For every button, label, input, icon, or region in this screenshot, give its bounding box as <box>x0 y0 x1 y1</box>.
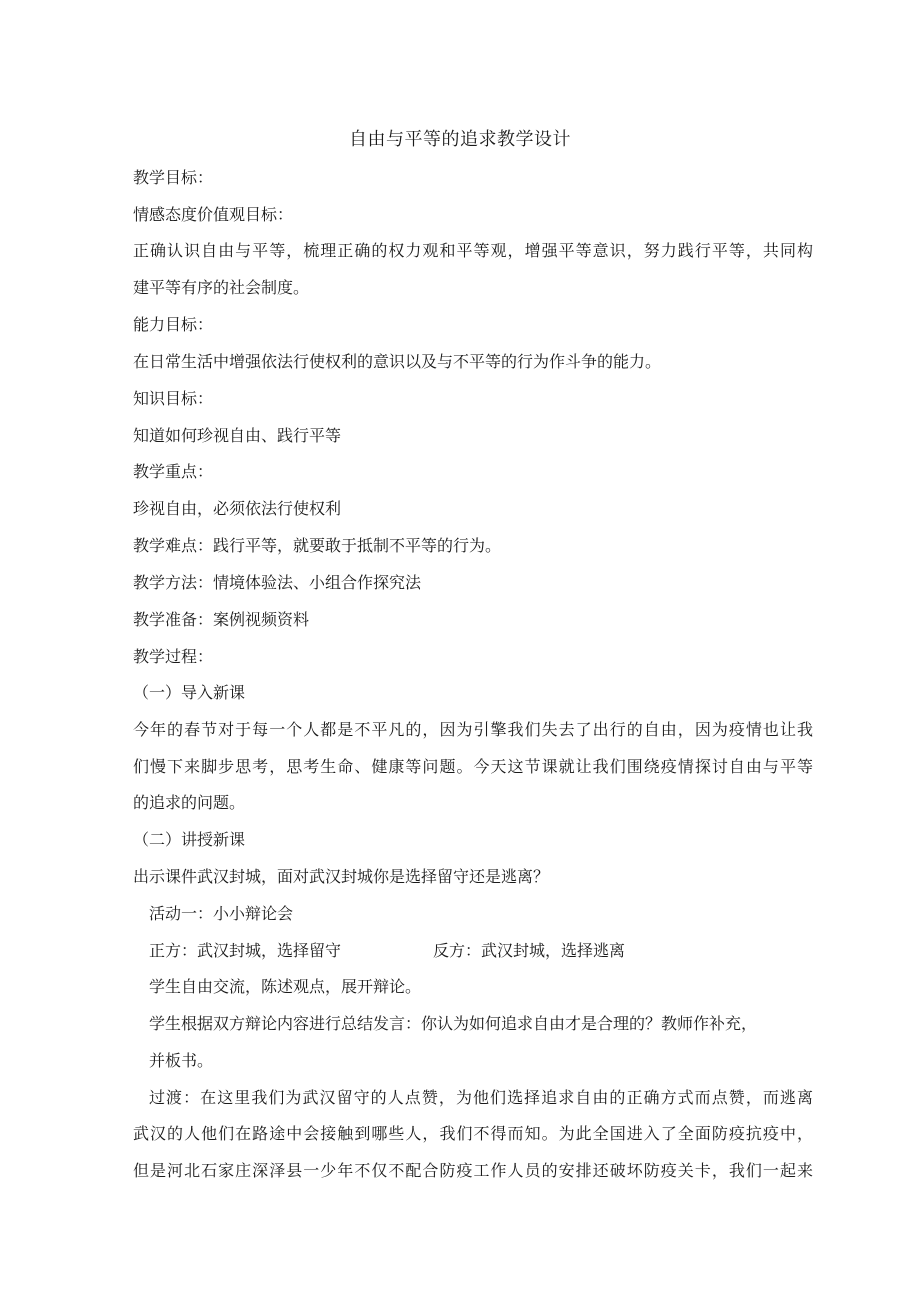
intro-line-3: 的追求的问题。 <box>133 793 246 812</box>
process-heading: 教学过程： <box>133 647 214 666</box>
intro-line-2: 们慢下来脚步思考，思考生命、健康等问题。今天这节课就让我们围绕疫情探讨自由与平等 <box>133 757 813 776</box>
transition-line-1: 过渡：在这里我们为武汉留守的人点赞，为他们选择追求自由的正确方式而点赞，而逃离 <box>149 1088 813 1107</box>
negative-side: 反方：武汉封城，选择逃离 <box>433 941 626 960</box>
knowledge-heading: 知识目标： <box>133 389 214 408</box>
students-exchange: 学生自由交流，陈述观点，展开辩论。 <box>149 977 422 996</box>
emotion-text-line-2: 建平等有序的社会制度。 <box>133 278 310 297</box>
summary-line-2: 并板书。 <box>149 1051 214 1070</box>
key-heading: 教学重点： <box>133 462 214 481</box>
method-text: 教学方法：情境体验法、小组合作探究法 <box>133 573 422 592</box>
summary-line-1: 学生根据双方辩论内容进行总结发言：你认为如何追求自由才是合理的？教师作补充， <box>149 1014 758 1033</box>
affirmative-side: 正方：武汉封城，选择留守 <box>149 941 342 960</box>
transition-line-3: 但是河北石家庄深泽县一少年不仅不配合防疫工作人员的安排还破坏防疫关卡，我们一起来 <box>133 1161 813 1180</box>
emotion-text-line-1: 正确认识自由与平等，梳理正确的权力观和平等观，增强平等意识，努力践行平等，共同构 <box>133 241 813 260</box>
transition-line-2: 武汉的人他们在路途中会接触到哪些人，我们不得而知。为此全国进入了全面防疫抗疫中， <box>133 1124 813 1143</box>
section1-heading: （一）导入新课 <box>133 683 246 702</box>
goals-heading: 教学目标： <box>133 168 214 187</box>
intro-line-1: 今年的春节对于每一个人都是不平凡的，因为引擎我们失去了出行的自由，因为疫情也让我 <box>133 720 813 739</box>
ability-heading: 能力目标： <box>133 315 214 334</box>
activity1-heading: 活动一：小小辩论会 <box>149 904 294 923</box>
document-title: 自由与平等的追求教学设计 <box>349 129 571 150</box>
emotion-heading: 情感态度价值观目标： <box>133 205 294 224</box>
knowledge-text: 知道如何珍视自由、践行平等 <box>133 426 342 445</box>
preparation-text: 教学准备：案例视频资料 <box>133 610 310 629</box>
difficulty-text: 教学难点：践行平等，就要敢于抵制不平等的行为。 <box>133 536 502 555</box>
key-text: 珍视自由，必须依法行使权利 <box>133 499 342 518</box>
courseware-text: 出示课件武汉封城，面对武汉封城你是选择留守还是逃离？ <box>133 867 550 886</box>
ability-text: 在日常生活中增强依法行使权利的意识以及与不平等的行为作斗争的能力。 <box>133 352 662 371</box>
section2-heading: （二）讲授新课 <box>133 830 246 849</box>
